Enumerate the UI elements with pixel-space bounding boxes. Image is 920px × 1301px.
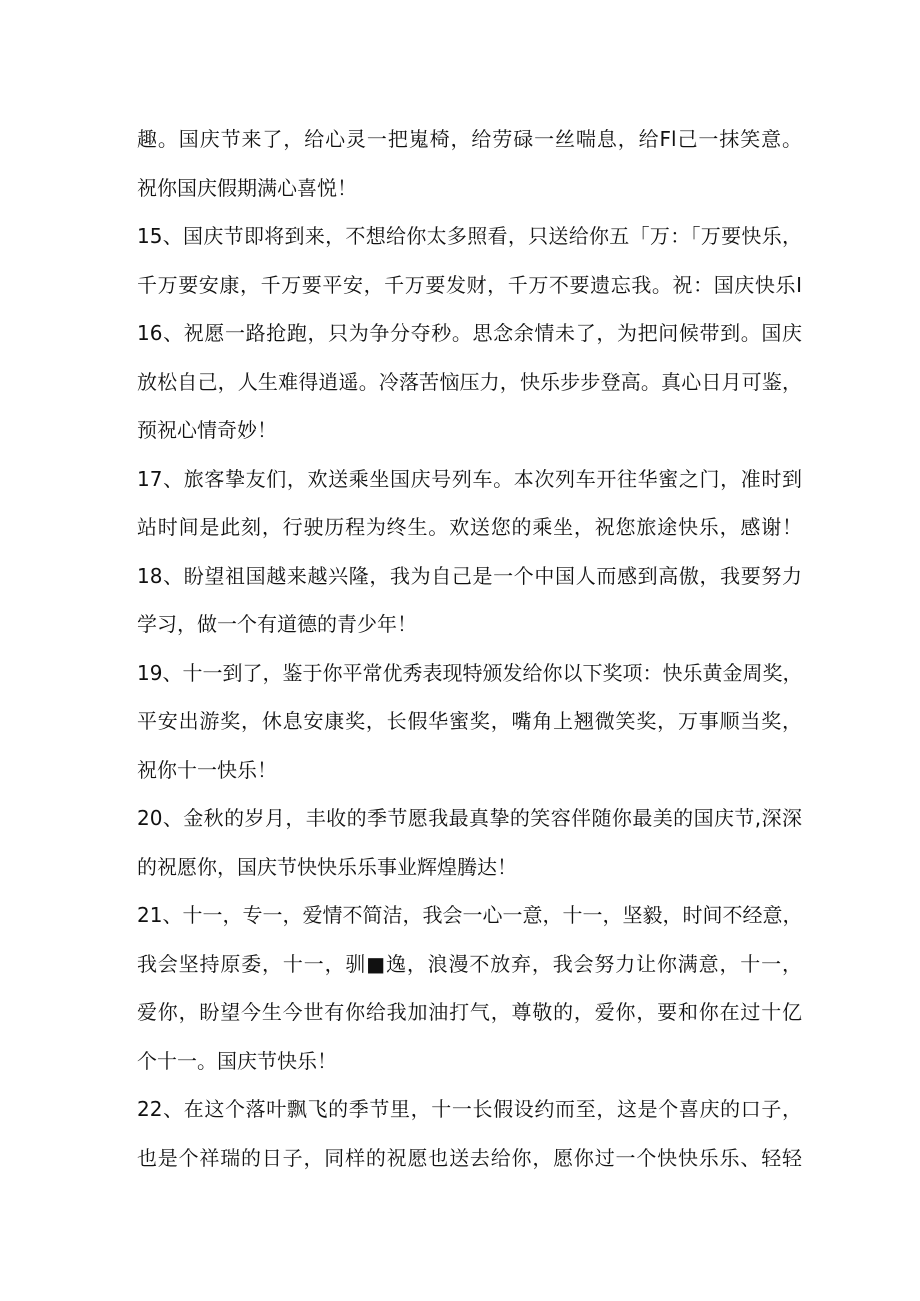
text-line: 平安出游奖，休息安康奖，长假华蜜奖，嘴角上翘微笑奖，万事顺当奖， (137, 709, 802, 733)
text-line: 21、十一，专一，爱情不简洁，我会一心一意，十一，坚毅，时间不经意， (137, 903, 802, 927)
text-line: 也是个祥瑞的日子，同样的祝愿也送去给你，愿你过一个快快乐乐、轻轻 (137, 1145, 802, 1170)
text-line: 祝你十一快乐！ (137, 757, 277, 782)
text-line: 趣。国庆节来了，给心灵一把嵬椅，给劳碌一丝喘息，给Fl己一抹笑意。 (137, 127, 802, 151)
text-line: 预祝心情奇妙！ (137, 418, 277, 442)
text-line: 我会坚持原委，十一，驯■逸，浪漫不放弃，我会努力让你满意，十一， (137, 951, 802, 976)
text-line: 祝你国庆假期满心喜悦！ (137, 175, 357, 200)
text-line: 个十一。国庆节快乐！ (137, 1048, 337, 1073)
text-line: 17、旅客挚友们，欢送乘坐国庆号列车。本次列车开往华蜜之门，准时到 (137, 466, 802, 491)
text-line: 学习，做一个有道德的青少年！ (137, 612, 417, 636)
text-line: 20、金秋的岁月，丰收的季节愿我最真挚的笑容伴随你最美的国庆节,深深 (137, 806, 802, 830)
text-line: 22、在这个落叶飘飞的季节里，十一长假设约而至，这是个喜庆的口子， (137, 1097, 802, 1121)
text-line: 站时间是此刻，行驶历程为终生。欢送您的乘坐，祝您旅途快乐，感谢！ (137, 515, 802, 539)
text-line: 放松自己，人生难得逍遥。冷落苦恼压力，快乐步步登高。真心日月可鉴， (137, 369, 802, 394)
text-line: 千万要安康，千万要平安，千万要发财，千万不要遗忘我。祝：国庆快乐I (137, 272, 802, 297)
text-line: 爱你，盼望今生今世有你给我加油打气，尊敬的，爱你，要和你在过十亿 (137, 1000, 802, 1024)
text-line: 19、十一到了，鉴于你平常优秀表现特颁发给你以下奖项：快乐黄金周奖， (137, 660, 802, 685)
text-line: 的祝愿你，国庆节快快乐乐事业辉煌腾达！ (137, 854, 517, 879)
text-line: 16、祝愿一路抢跑，只为争分夺秒。思念余情未了，为把问候带到。国庆 (137, 321, 802, 345)
text-line: 15、国庆节即将到来，不想给你太多照看，只送给你五「万：「万要快乐， (137, 224, 802, 248)
text-line: 18、盼望祖国越来越兴隆，我为自己是一个中国人而感到高傲，我要努力 (137, 563, 802, 588)
document-body (137, 115, 802, 1182)
